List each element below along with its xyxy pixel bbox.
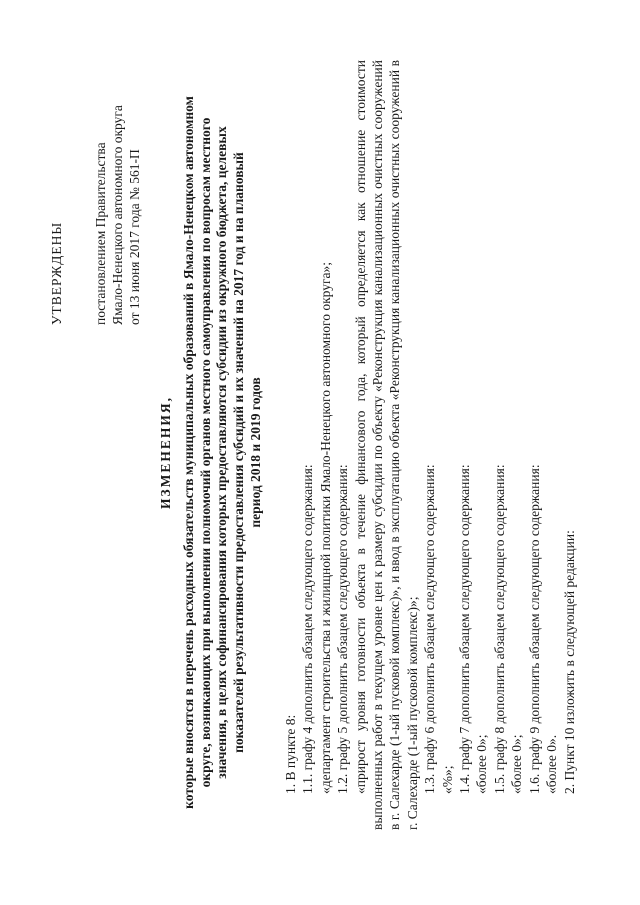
item-1: 1. В пункте 8:: [283, 714, 298, 794]
heading-line: показателей результативности предоставления субсидий и их значений на 2017 год и на плановый: [231, 152, 247, 753]
item-1-6: 1.6. графу 9 дополнить абзацем следующего содержания:: [526, 464, 542, 794]
approval-title: УТВЕРЖДЕНЫ: [49, 221, 64, 325]
heading-line: округе, возникающих при выполнении полномочий органов местного самоуправления по вопросам местного: [197, 117, 213, 788]
approval-line: Ямало-Ненецкого автономного округа: [110, 105, 125, 325]
item-1-5-text: «более 0»;: [509, 734, 525, 794]
item-1-6-text: «более 0».: [544, 734, 560, 794]
item-1-3-text: «%»;: [439, 765, 455, 794]
approval-block: [48, 25, 143, 325]
heading-title: ИЗМЕНЕНИЯ,: [158, 396, 173, 510]
approval-line: от 13 июня 2017 года № 561-П: [127, 149, 142, 325]
item-1-3: 1.3. графу 6 дополнить абзацем следующего содержания:: [422, 464, 438, 794]
item-1-1-text: «департамент строительства и жилищной политики Ямало-Ненецкого автономного округа»;: [317, 261, 333, 794]
item-1-4-text: «более 0»;: [474, 734, 490, 794]
item-1-4: 1.4. графу 7 дополнить абзацем следующего содержания:: [457, 464, 473, 794]
approval-line: постановлением Правительства: [93, 142, 108, 325]
item-1-1: 1.1. графу 4 дополнить абзацем следующего содержания:: [300, 464, 316, 794]
heading-line: которые вносятся в перечень расходных обязательств муниципальных образований в Ямало-Ненецком автономном: [180, 96, 196, 809]
heading-line: значения, в целях софинансирования которых предоставляются субсидии из окружного бюджета, целевых: [214, 126, 230, 779]
document-body: [282, 60, 578, 830]
heading-line: период 2018 и 2019 годов: [247, 377, 263, 528]
item-1-5: 1.5. графу 8 дополнить абзацем следующего содержания:: [491, 464, 507, 794]
item-1-2: 1.2. графу 5 дополнить абзацем следующего содержания:: [335, 464, 351, 794]
document-heading: [158, 0, 265, 905]
item-1-2-text: «прирост уровня готовности объекта в течение финансового года, который определяется как отношение стоимости выполненных работ в текущем уровне цен к размеру субсидии по объекту «Реконструкция канализационных очистных сооружений в г. Салехарде (1-ый пусковой комплекс)», и ввод в эксплуатацию объекта «Реконструкция канализационных очистных сооружений в г. Салехарде (1-ый пусковой комплекс)»;: [352, 60, 420, 830]
item-2: 2. Пункт 10 изложить в следующей редакции:: [561, 530, 577, 794]
